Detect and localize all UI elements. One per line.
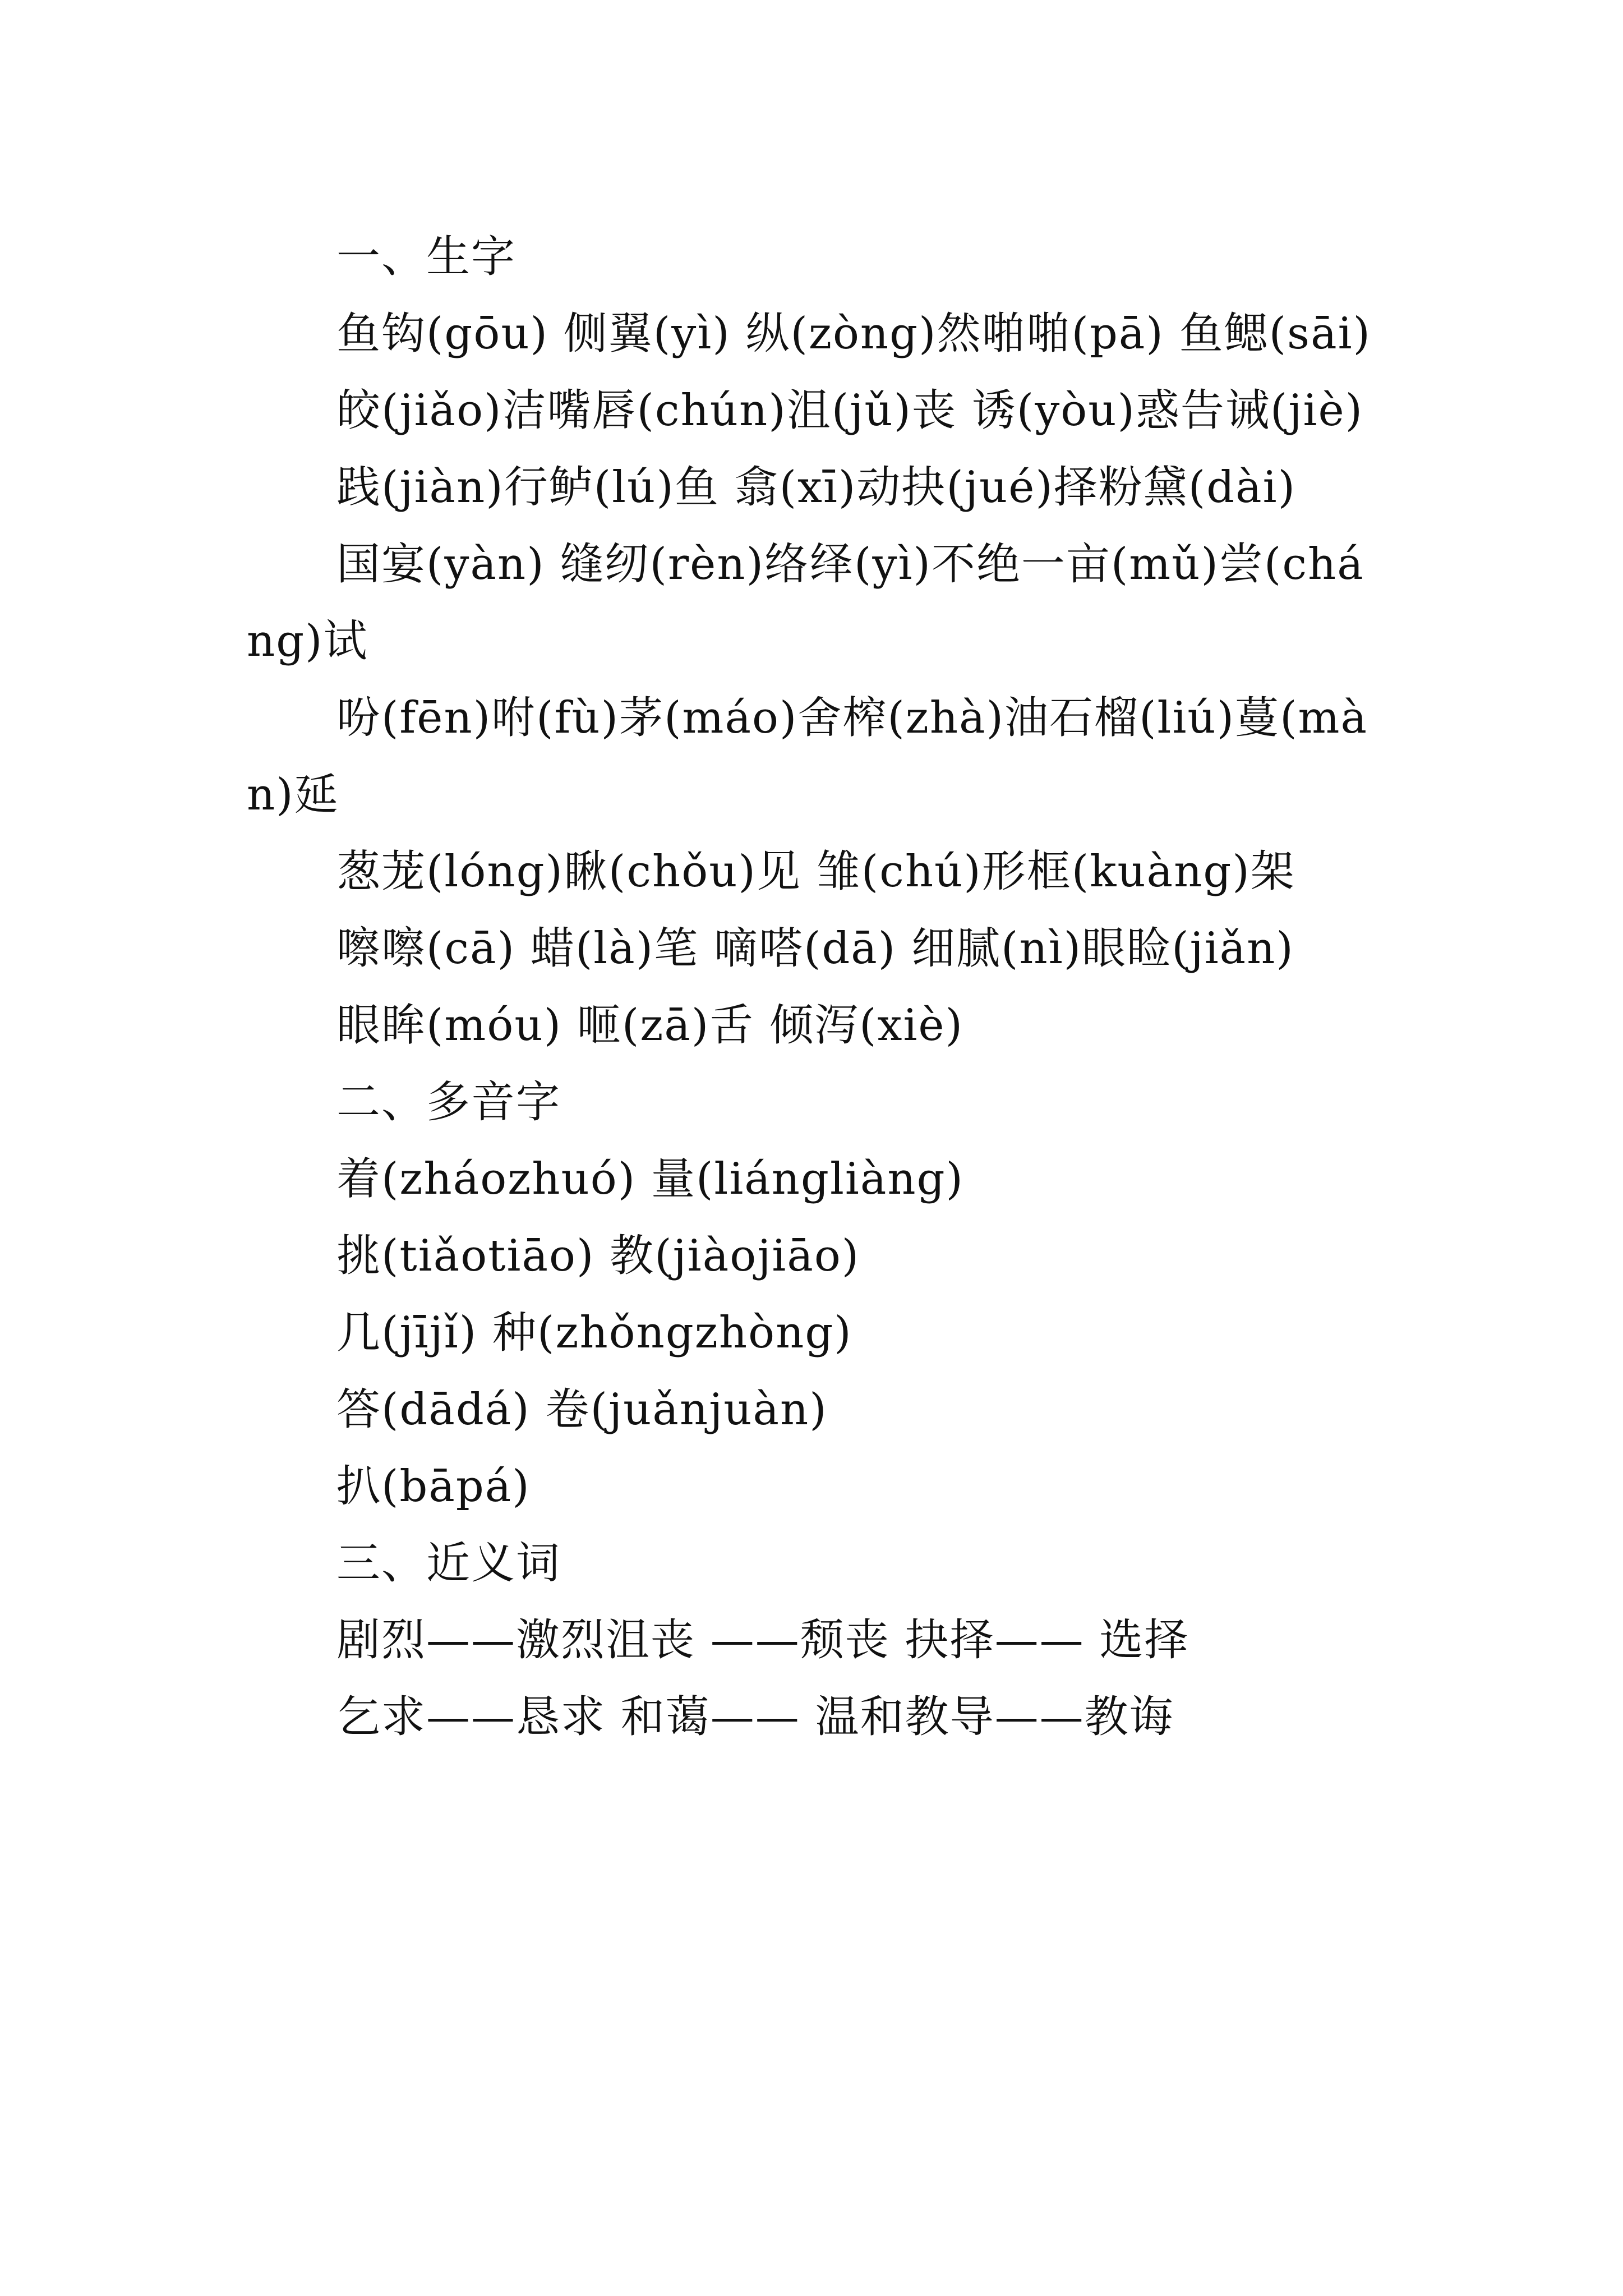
polyphone-line: 几(jījǐ) 种(zhǒngzhòng) (336, 1308, 852, 1358)
section-heading-characters: 一、生字 (336, 232, 517, 282)
polyphone-line: 着(zháozhuó) 量(liángliàng) (336, 1154, 964, 1204)
section-heading-polyphones: 二、多音字 (336, 1077, 561, 1128)
vocab-line: 葱茏(lóng)瞅(chǒu)见 雏(chú)形框(kuàng)架 (336, 846, 1295, 897)
section-heading-synonyms: 三、近义词 (336, 1538, 561, 1589)
vocab-line: 眼眸(móu) 咂(zā)舌 倾泻(xiè) (336, 1000, 964, 1051)
vocab-line: 国宴(yàn) 缝纫(rèn)络绎(yì)不绝一亩(mǔ)尝(cháng)试 (247, 539, 1364, 666)
synonym-line: 乞求——恳求 和蔼—— 温和教导——教诲 (336, 1692, 1174, 1742)
polyphone-line: 答(dādá) 卷(juǎnjuàn) (336, 1384, 828, 1435)
vocab-line: 鱼钩(gōu) 侧翼(yì) 纵(zòng)然啪啪(pā) 鱼鳃(sāi) (336, 309, 1371, 359)
polyphone-line: 挑(tiǎotiāo) 教(jiàojiāo) (336, 1231, 860, 1281)
synonym-line: 剧烈——激烈沮丧 ——颓丧 抉择—— 选择 (336, 1615, 1189, 1665)
vocab-line: 嚓嚓(cā) 蜡(là)笔 嘀嗒(dā) 细腻(nì)眼睑(jiǎn) (336, 923, 1294, 974)
vocab-line: 皎(jiǎo)洁嘴唇(chún)沮(jǔ)丧 诱(yòu)惑告诫(jiè) (336, 385, 1364, 436)
document-body (247, 219, 1385, 1756)
polyphone-line: 扒(bāpá) (336, 1461, 531, 1512)
vocab-line: 吩(fēn)咐(fù)茅(máo)舍榨(zhà)油石榴(liú)蔓(màn)延 (247, 693, 1368, 820)
vocab-line: 践(jiàn)行鲈(lú)鱼 翕(xī)动抉(jué)择粉黛(dài) (336, 462, 1297, 513)
